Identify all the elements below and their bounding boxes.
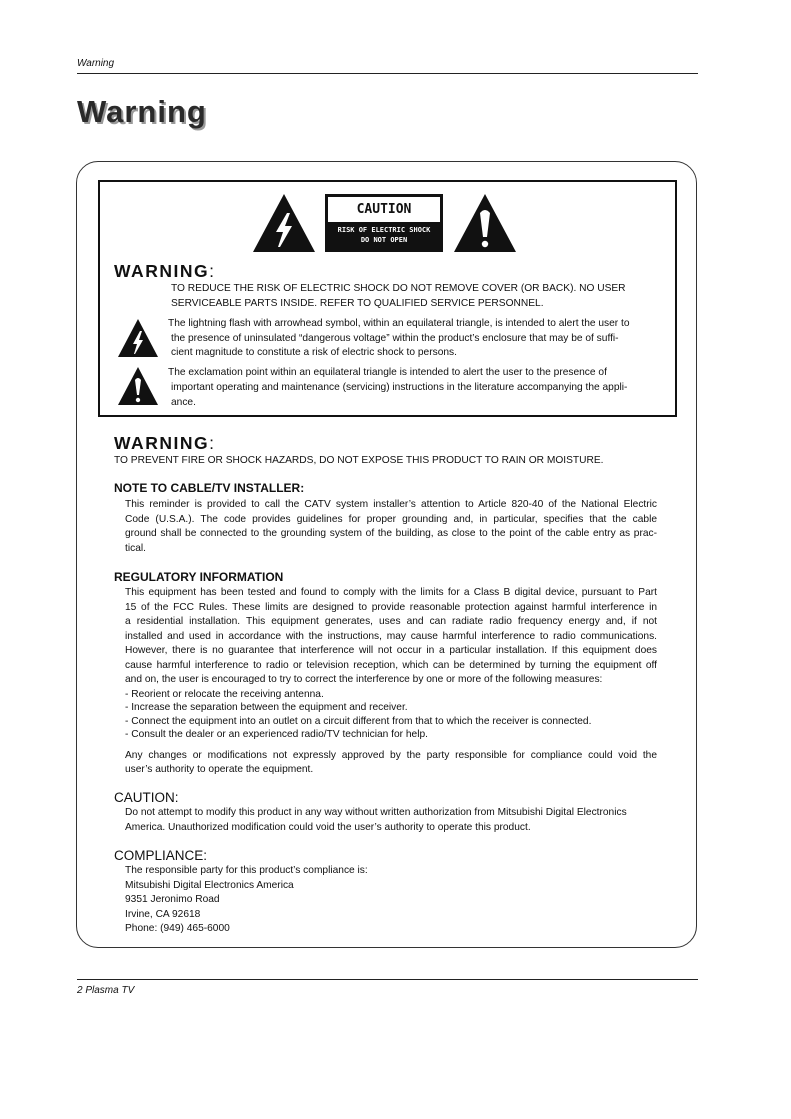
compliance-line: 9351 Jeronimo Road <box>125 894 220 905</box>
lightning-triangle-icon <box>252 193 316 253</box>
exclamation-note-line2: important operating and maintenance (servicing) instructions in the literature accompanying the appli- <box>171 382 628 393</box>
cable-note-body <box>125 498 657 556</box>
regulatory-measure: - Increase the separation between the equipment and receiver. <box>125 702 408 713</box>
caution-body <box>125 806 657 835</box>
regulatory-measure: - Reorient or relocate the receiving antenna. <box>125 688 324 700</box>
caution-label-line2: DO NOT OPEN <box>360 236 408 244</box>
cable-note-line: ground shall be connected to the grounding system of the building, as close to the point of the cable entry as prac- <box>125 528 657 539</box>
regulatory-body <box>125 586 657 778</box>
warning-text-1-line2: SERVICEABLE PARTS INSIDE. REFER TO QUALIFIED SERVICE PERSONNEL. <box>171 298 544 309</box>
page-footer: 2 Plasma TV <box>77 985 135 996</box>
lightning-note-line1: The lightning flash with arrowhead symbol, within an equilateral triangle, is intended to alert the user to <box>168 318 630 329</box>
running-header: Warning <box>77 58 115 69</box>
regulatory-line: and on, the user is encouraged to try to correct the interference by one or more of the following measures: <box>125 674 603 685</box>
regulatory-measure: - Connect the equipment into an outlet on a circuit different from that to which the receiver is connected. <box>125 715 592 727</box>
compliance-line: The responsible party for this product’s compliance is: <box>125 865 368 876</box>
exclamation-note-line1: The exclamation point within an equilateral triangle is intended to alert the user to the presence of <box>168 367 607 378</box>
footer-rule <box>77 979 698 980</box>
regulatory-line: However, there is no guarantee that interference will not occur in a particular installation. If this equipment does <box>125 645 657 656</box>
caution-label-line1: RISK OF ELECTRIC SHOCK <box>337 226 431 234</box>
compliance-line: Irvine, CA 92618 <box>125 908 201 920</box>
regulatory-line: cause harmful interference to radio or television reception, which can be determined by turning the equipment off <box>125 659 657 671</box>
warning-heading-1-text: WARNING <box>114 261 210 281</box>
exclamation-triangle-icon <box>453 193 517 253</box>
compliance-line: Mitsubishi Digital Electronics America <box>125 879 294 891</box>
lightning-note-line3: cient magnitude to constitute a risk of electric shock to persons. <box>171 347 457 358</box>
exclamation-small-icon <box>117 366 159 406</box>
regulatory-line: a residential installation. This equipment generates, uses and can radiate radio frequency energy and, if not <box>125 616 657 627</box>
warning-heading-2-text: WARNING <box>114 433 210 453</box>
warning-heading-2 <box>114 433 215 454</box>
compliance-heading: COMPLIANCE: <box>114 848 208 863</box>
cable-note-line: This reminder is provided to call the CATV system installer’s attention to Article 820-40 of the National Electric <box>125 499 657 510</box>
cable-note-line: Code (U.S.A.). The code provides guidelines for proper grounding and, in particular, specifies that the cable <box>125 513 657 525</box>
header-rule <box>77 73 698 74</box>
warning-heading-1-colon: : <box>209 261 216 281</box>
cable-note-heading: NOTE TO CABLE/TV INSTALLER: <box>114 481 305 495</box>
compliance-body <box>125 864 368 937</box>
warning-heading-2-colon: : <box>209 433 216 453</box>
caution-line: Do not attempt to modify this product in any way without written authorization from Mitsubishi Digital Electronics <box>125 807 627 818</box>
caution-label <box>325 194 443 252</box>
lightning-small-icon <box>117 318 159 358</box>
regulatory-changes-line: user’s authority to operate the equipment. <box>125 764 314 775</box>
warning-text-1-line1: TO REDUCE THE RISK OF ELECTRIC SHOCK DO NOT REMOVE COVER (OR BACK). NO USER <box>171 283 626 294</box>
regulatory-line: 15 of the FCC Rules. These limits are designed to provide reasonable protection against harmful interference in <box>125 601 657 613</box>
regulatory-line: This equipment has been tested and found to comply with the limits for a Class B digital device, pursuant to Part <box>125 587 657 598</box>
warning-heading-1 <box>114 261 215 282</box>
caution-heading: CAUTION: <box>114 790 179 805</box>
regulatory-changes-line: Any changes or modifications not expressly approved by the party responsible for compliance could void the <box>125 749 657 761</box>
regulatory-measure: - Consult the dealer or an experienced radio/TV technician for help. <box>125 729 428 740</box>
caution-label-title: CAUTION <box>328 197 440 222</box>
regulatory-line: installed and used in accordance with the instructions, may cause harmful interference to radio communications. <box>125 630 657 642</box>
caution-line: America. Unauthorized modification could void the user’s authority to operate this product. <box>125 821 531 833</box>
warning-text-2: TO PREVENT FIRE OR SHOCK HAZARDS, DO NOT EXPOSE THIS PRODUCT TO RAIN OR MOISTURE. <box>114 455 604 466</box>
exclamation-note-line3: ance. <box>171 397 196 408</box>
lightning-note-line2: the presence of uninsulated “dangerous voltage” within the product’s enclosure that may be of suffi- <box>171 333 619 344</box>
page-title: Warning <box>77 94 207 129</box>
compliance-line: Phone: (949) 465-6000 <box>125 923 230 934</box>
regulatory-heading: REGULATORY INFORMATION <box>114 570 284 584</box>
cable-note-line: tical. <box>125 542 146 554</box>
